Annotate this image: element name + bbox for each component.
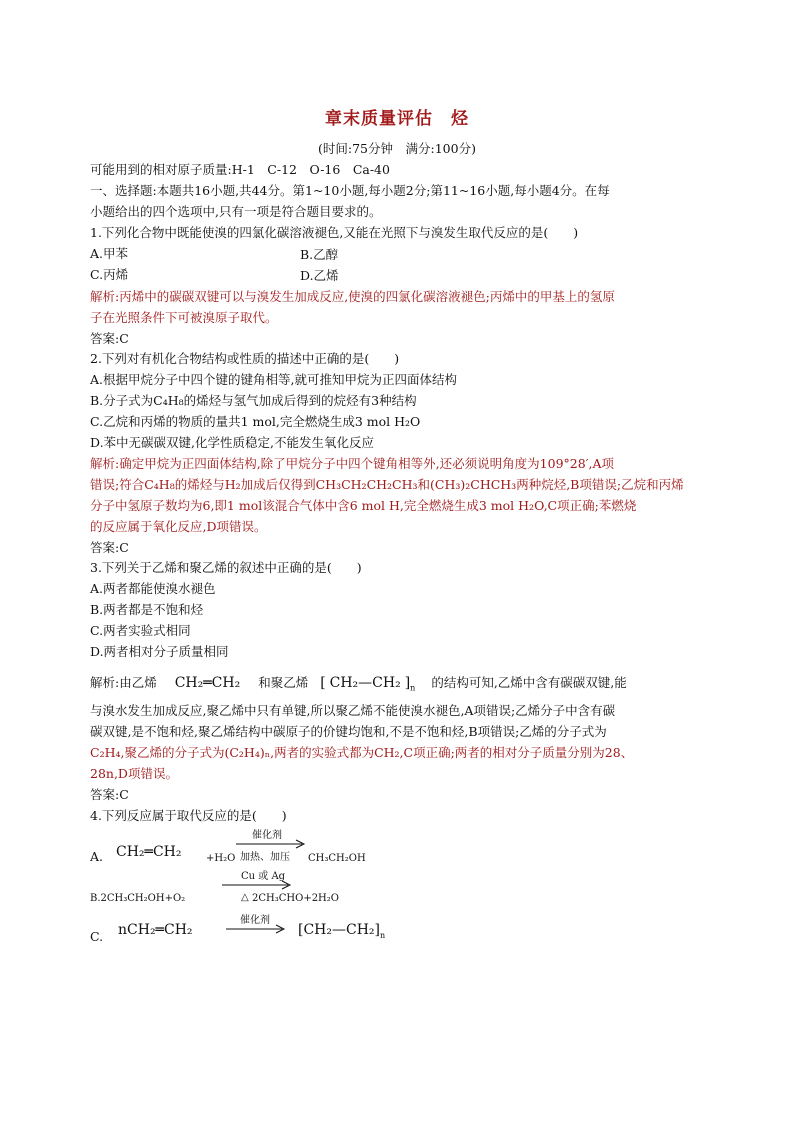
q4-stem: 4.下列反应属于取代反应的是( ) [90,808,287,823]
reaction-arrow-icon [236,839,308,849]
q1-answer [90,330,129,347]
q4-option-c-label: C. [90,929,104,944]
answer-text: 答案:C [90,331,129,346]
reaction-arrow-icon [222,880,294,890]
q2-stem: 2.下列对有机化合物结构或性质的描述中正确的是( ) [90,351,400,366]
q4-c-cond-top: 催化剂 [240,915,270,926]
q1-option-a: A.甲苯 [90,246,129,261]
q4-b-cond-bottom: △ [241,892,249,903]
q4-b-cond-top: Cu 或 Ag [241,871,286,882]
q2-option-c: C.乙烷和丙烯的物质的量共1 mol,完全燃烧生成3 mol H₂O [90,414,421,429]
q2-analysis: 分子中氢原子数均为6,即1 mol该混合气体中含6 mol H,完全燃烧生成3 mol H₂O,C项正确;苯燃烧 [90,498,637,513]
polymer-bracket-open: [ [298,922,304,938]
polymer-n: n [380,930,386,940]
q2-analysis: 解析:确定甲烷为正四面体结构,除了甲烷分子中四个键角相等外,还必须说明角度为109°28′,A项 [90,456,615,471]
q2-option-d: D.苯中无碳碳双键,化学性质稳定,不能发生氧化反应 [90,435,374,450]
q3-answer: 答案:C [90,787,129,802]
polymer-bracket-open: [ [320,675,326,691]
ethylene-formula: CH₂═CH₂ [174,675,241,691]
q4-a-reactant: CH₂═CH₂ [116,844,182,860]
q4-option-a-label: A. [90,849,104,864]
q2-analysis: 错误;符合C₄H₈的烯烃与H₂加成后仅得到CH₃CH₂CH₂CH₃和(CH₃)₂CHCH₃两种烷烃,B项错误;乙烷和丙烯 [90,477,684,492]
q2-analysis: 的反应属于氧化反应,D项错误。 [90,519,267,534]
q1-analysis: 解析:丙烯中的碳碳双键可以与溴发生加成反应,使溴的四氯化碳溶液褪色;丙烯中的甲基上的氢原 [90,289,615,304]
intro-line: 一、选择题:本题共16小题,共44分。第1~10小题,每小题2分;第11~16小题,每小题4分。在每 [90,183,610,198]
intro-line: 可能用到的相对原子质量:H-1 C-12 O-16 Ca-40 [90,162,390,177]
q2-option-b: B.分子式为C₄H₈的烯烃与氢气加成后得到的烷烃有3种结构 [90,393,417,408]
analysis-mid: 和聚乙烯 [258,675,309,690]
page-subtitle: (时间:75分钟 满分:100分) [318,141,476,156]
q2-answer: 答案:C [90,540,129,555]
q2-option-a: A.根据甲烷分子中四个键的键角相等,就可推知甲烷为正四面体结构 [90,372,457,387]
q4-a-product: CH₃CH₂OH [308,853,366,864]
q3-analysis-formula-line [90,674,627,697]
q3-analysis: 与溴水发生加成反应,聚乙烯中只有单键,所以聚乙烯不能使溴水褪色,A项错误;乙烯分子中含有碳 [90,703,616,718]
q4-a-cond-top: 催化剂 [252,830,282,841]
q3-stem: 3.下列关于乙烯和聚乙烯的叙述中正确的是( ) [90,560,362,575]
q1-option-b: B.乙醇 [300,247,339,262]
polyethylene-formula: CH₂—CH₂ [329,675,401,691]
polymer-bracket-close: ] [404,675,411,691]
intro-line: 小题给出的四个选项中,只有一项是符合题目要求的。 [90,204,382,219]
reaction-arrow-icon [226,924,288,934]
q1-stem: 1.下列化合物中既能使溴的四氯化碳溶液褪色,又能在光照下与溴发生取代反应的是( ) [90,225,579,240]
q3-option-b: B.两者都是不饱和烃 [90,602,204,617]
q3-option-a: A.两者都能使溴水褪色 [90,581,216,596]
q4-c-reactant: nCH₂═CH₂ [118,922,193,938]
q4-c-product-formula: CH₂—CH₂ [303,922,375,938]
q1-option-c: C.丙烯 [90,267,129,282]
q3-option-c: C.两者实验式相同 [90,623,191,638]
q4-a-cond-bottom: 加热、加压 [240,852,290,863]
q4-b-left: B.2CH₃CH₂OH+O₂ [90,893,186,904]
analysis-suffix: 的结构可知,乙烯中含有碳碳双键,能 [431,675,627,690]
q4-b-product: 2CH₃CHO+2H₂O [252,893,339,904]
q3-analysis: C₂H₄,聚乙烯的分子式为(C₂H₄)ₙ,两者的实验式都为CH₂,C项正确;两者的相对分子质量分别为28、 [90,745,634,760]
analysis-prefix: 解析:由乙烯 [90,675,157,690]
polymer-n: n [410,683,416,693]
q3-analysis: 28n,D项错误。 [90,766,178,781]
q3-analysis: 碳双键,是不饱和烃,聚乙烯结构中碳原子的价键均饱和,不是不饱和烃,B项错误;乙烯的分子式为 [90,724,607,739]
q4-c-product [298,922,385,944]
q1-analysis: 子在光照条件下可被溴原子取代。 [90,310,278,325]
q1-option-d: D.乙烯 [300,268,339,283]
page-title: 章末质量评估 烃 [325,109,469,129]
q3-option-d: D.两者相对分子质量相同 [90,644,229,659]
q4-a-plus: +H₂O [206,853,236,864]
polymer-bracket-close: ] [374,922,381,938]
